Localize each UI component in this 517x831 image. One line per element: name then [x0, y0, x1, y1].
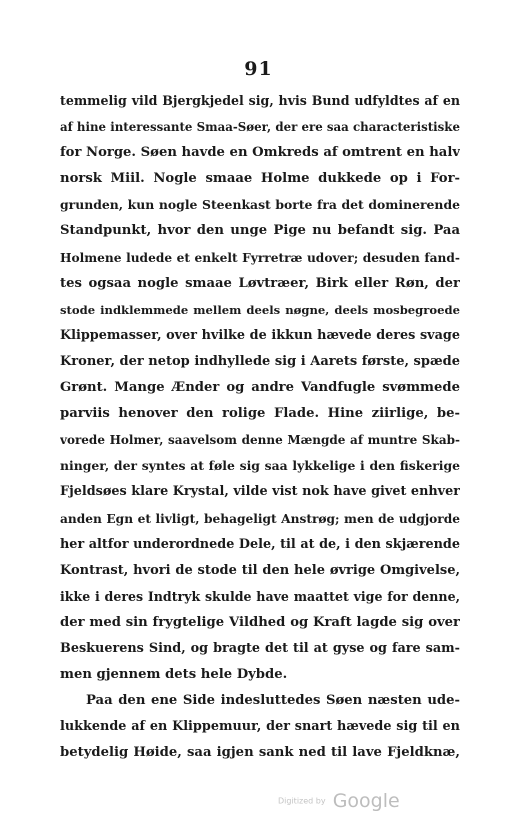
watermark-prefix: Digitized by	[278, 796, 326, 806]
text-line: tes ogsaa nogle smaae Løvtræer, Birk eller Røn, der	[60, 275, 460, 291]
text-line: Holmene ludede et enkelt Fyrretræ udover; desuden fand-	[60, 250, 460, 265]
text-line: ikke i deres Indtryk skulde have maattet vige for denne,	[60, 588, 460, 604]
text-line: Beskuerens Sind, og bragte det til at gyse og fare sam-	[60, 640, 460, 656]
text-line: anden Egn et livligt, behageligt Anstrøg; men de udgjorde	[60, 511, 460, 526]
paragraph-end-line: men gjennem dets hele Dybde.	[60, 667, 288, 683]
paragraph-start-line: Paa den ene Side indesluttedes Søen næsten ude-	[86, 693, 460, 709]
digitized-watermark	[278, 790, 418, 816]
text-line: grunden, kun nogle Steenkast borte fra det dominerende	[60, 197, 460, 213]
text-line: parviis henover den rolige Flade. Hine ziirlige, be-	[60, 406, 460, 422]
text-line: temmelig vild Bjergkjedel sig, hvis Bund udfyldtes af en	[60, 93, 460, 108]
text-line: Fjeldsøes klare Krystal, vilde vist nok have givet enhver	[60, 484, 460, 500]
text-line: lukkende af en Klippemuur, der snart hævede sig til en	[60, 719, 460, 735]
text-line: Kroner, der netop indhyllede sig i Aarets første, spæde	[60, 353, 460, 369]
text-line: ninger, der syntes at føle sig saa lykkelige i den fiskerige	[60, 458, 460, 474]
text-line: norsk Miil. Nogle smaae Holme dukkede op i For-	[60, 171, 460, 187]
text-line: her altfor underordnede Dele, til at de, i den skjærende	[60, 536, 460, 552]
text-line: betydelig Høide, saa igjen sank ned til lave Fjeldknæ,	[60, 745, 460, 761]
text-line: Grønt. Mange Ænder og andre Vandfugle svømmede	[60, 380, 460, 396]
google-logo: Google	[332, 790, 400, 812]
body-text	[60, 88, 460, 766]
text-line: for Norge. Søen havde en Omkreds af omtrent en halv	[60, 145, 460, 161]
page-number: 91	[244, 58, 273, 80]
text-line: Klippemasser, over hvilke de ikkun hævede deres svage	[60, 327, 460, 343]
text-line: Kontrast, hvori de stode til den hele øvrige Omgivelse,	[60, 562, 460, 578]
text-line: Standpunkt, hvor den unge Pige nu befandt sig. Paa	[60, 223, 460, 239]
text-line: af hine interessante Smaa-Søer, der ere saa characteristiske	[60, 120, 460, 135]
text-line: stode indklemmede mellem deels nøgne, deels mosbegroede	[60, 302, 460, 317]
text-line: vorede Holmer, saavelsom denne Mængde af muntre Skab-	[60, 433, 460, 448]
text-line: der med sin frygtelige Vildhed og Kraft lagde sig over	[60, 614, 460, 630]
